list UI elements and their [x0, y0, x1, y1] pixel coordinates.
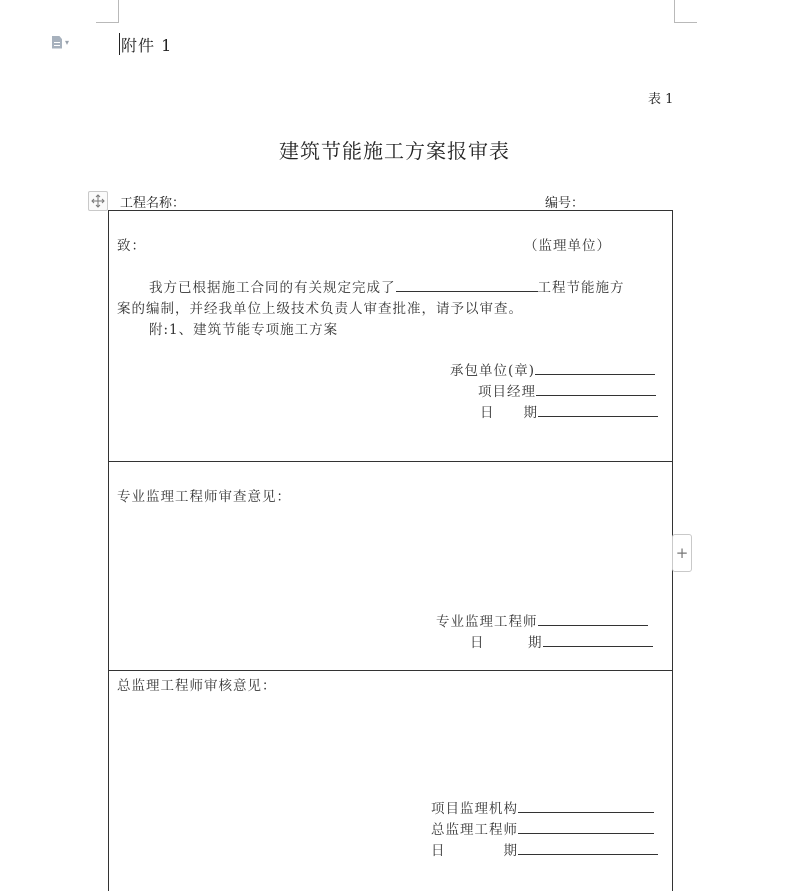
date-row-3 — [431, 839, 658, 859]
table-move-handle[interactable] — [88, 191, 108, 211]
page-corner-mark-left — [96, 0, 119, 23]
date-blank-3[interactable] — [518, 840, 658, 855]
engineer-review-heading: 专业监理工程师审查意见： — [117, 489, 291, 505]
page-corner-mark-right — [674, 0, 697, 23]
date-label-1: 日 期 — [480, 405, 538, 421]
serial-number-label: 编号： — [545, 196, 585, 211]
document-page-icon — [52, 36, 62, 49]
engineer-blank[interactable] — [538, 611, 648, 626]
project-manager-label: 项目经理 — [478, 384, 536, 400]
chief-blank[interactable] — [518, 819, 654, 834]
date-blank-1[interactable] — [538, 402, 658, 417]
engineer-row — [436, 610, 648, 630]
body-line-1-prefix: 我方已根据施工合同的有关规定完成了 — [149, 280, 396, 296]
body-line-2: 案的编制，并经我单位上级技术负责人审查批准，请予以审查。 — [117, 301, 523, 317]
engineer-label: 专业监理工程师 — [436, 614, 538, 630]
project-manager-blank[interactable] — [536, 381, 656, 396]
pm-row — [478, 380, 656, 400]
text-cursor — [119, 33, 120, 55]
date-label-3: 日 期 — [431, 843, 518, 859]
attachment-line: 附:1、建筑节能专项施工方案 — [149, 322, 339, 338]
chief-row — [431, 818, 654, 838]
add-row-button[interactable]: + — [672, 534, 692, 572]
date-blank-2[interactable] — [543, 632, 653, 647]
attachment-label: 附件 1 — [121, 36, 173, 55]
date-row-2 — [470, 631, 653, 651]
page-title: 建筑节能施工方案报审表 — [279, 139, 510, 163]
row-divider-1 — [108, 461, 672, 462]
body-line-1-suffix: 工程节能施方 — [537, 280, 625, 296]
table-number: 表 1 — [648, 92, 674, 107]
org-blank[interactable] — [518, 798, 654, 813]
chief-review-heading: 总监理工程师审核意见： — [117, 678, 277, 694]
contractor-row — [450, 359, 655, 379]
org-row — [431, 797, 654, 817]
contractor-blank[interactable] — [535, 360, 655, 375]
chief-label: 总监理工程师 — [431, 822, 518, 838]
document-icon[interactable] — [52, 33, 82, 51]
project-name-blank[interactable] — [396, 277, 538, 292]
body-line-1 — [149, 276, 625, 296]
project-name-label: 工程名称： — [120, 196, 186, 211]
date-label-2: 日 期 — [470, 635, 543, 651]
move-icon — [89, 192, 107, 210]
supervisor-unit-label: （监理单位） — [524, 238, 611, 254]
row-divider-2 — [108, 670, 672, 671]
chevron-down-icon: ▾ — [65, 37, 70, 47]
contractor-label: 承包单位(章) — [450, 363, 536, 379]
org-label: 项目监理机构 — [431, 801, 518, 817]
date-row-1 — [480, 401, 658, 421]
to-label: 致： — [117, 238, 146, 254]
